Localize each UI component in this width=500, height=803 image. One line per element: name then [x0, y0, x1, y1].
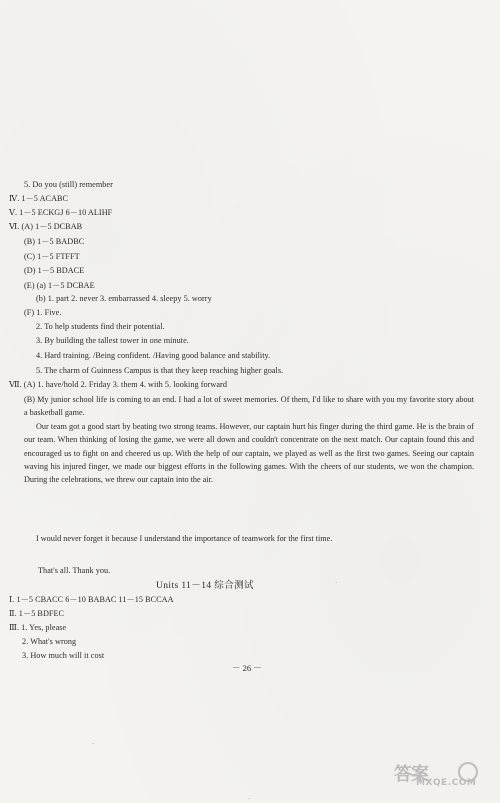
scan-speck: · [248, 795, 251, 803]
writing-closing: That's all. Thank you. [38, 566, 111, 575]
answer-line: Ⅵ. (A) 1－5 DCBAB [9, 222, 83, 231]
watermark-logo: 答案 [394, 764, 428, 785]
scan-speck: · [92, 740, 95, 748]
writing-paragraph: Our team got a good start by beating two strong teams. However, our captain hurt his finger during the third game. He is the brain of our team. When thinking of losing the game, we were all down and couldn't concentrate on the next match. Our captain found this and encouraged us to fight on and cheered us up. With the help of our captain, we played as well as the first two games. Seeing our captain waving his injured finger, we made our biggest efforts in the following games. With the cheers of our students, we won the champion. During the celebrations, we threw our captain into the air. [24, 422, 474, 485]
answer-line: 3. By building the tallest tower in one minute. [36, 336, 189, 345]
answer-line: 2. To help students find their potential. [36, 322, 165, 331]
answer-line: (C) 1－5 FTFFT [24, 252, 80, 261]
watermark-text: MXQE.COM [416, 778, 477, 788]
answer-line: Ⅳ. 1－5 ACABC [9, 194, 69, 203]
unit-heading: Units 11－14 综合测试 [156, 581, 254, 591]
answer-line: Ⅰ. 1－5 CBACC 6－10 BABAC 11－15 BCCAA [9, 595, 174, 604]
answer-line: Ⅲ. 1. Yes, please [9, 623, 67, 632]
answer-line: (B) 1－5 BADBC [24, 237, 85, 246]
answer-line: (D) 1－5 BDACE [24, 266, 85, 275]
scan-speck: ˙ [335, 581, 338, 589]
answer-line: 4. Hard training. /Being confident. /Having good balance and stability. [36, 351, 271, 360]
page-number: － 26 － [232, 663, 262, 673]
watermark [394, 760, 494, 792]
answer-line: Ⅱ. 1－5 BDFEC [9, 609, 65, 618]
answer-line: 3. How much will it cost [22, 651, 105, 660]
answer-line: (F) 1. Five. [24, 308, 62, 317]
answer-line: 5. The charm of Guinness Campus is that they keep reaching higher goals. [36, 366, 284, 375]
answer-line: Ⅶ. (A) 1. have/hold 2. Friday 3. them 4. with 5. looking forward [9, 380, 227, 389]
writing-paragraph: I would never forget it because I understand the importance of teamwork for the first time. [36, 534, 333, 543]
answer-line: Ⅴ. 1－5 ECKGJ 6－10 ALIHF [9, 208, 113, 217]
answer-line: 2. What's wrong [22, 637, 77, 646]
answer-line: 5. Do you (still) remember [24, 180, 113, 189]
answer-line: (b) 1. part 2. never 3. embarrassed 4. sleepy 5. worry [36, 294, 212, 303]
answer-line: (E) (a) 1－5 DCBAE [24, 281, 95, 290]
writing-paragraph: (B) My junior school life is coming to an end. I had a lot of sweet memories. Of them, I'd like to share with you my favorite story about a basketball game. [24, 395, 474, 418]
